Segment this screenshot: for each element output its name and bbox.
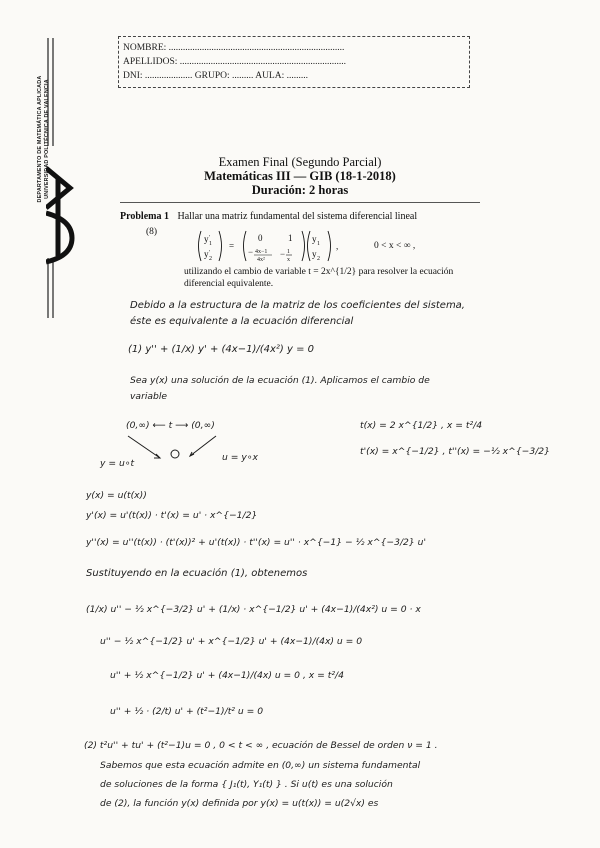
- svg-text:y: y: [204, 234, 209, 244]
- svg-text:0: 0: [258, 233, 263, 243]
- dni-grupo-aula-field: DNI: .................... GRUPO: ......... AULA: .........: [123, 71, 308, 81]
- hw-line: u'' − ½ x^{−1/2} u' + x^{−1/2} u' + (4x−1)/(4x) u = 0: [100, 636, 363, 647]
- svg-text:4x−1: 4x−1: [255, 249, 268, 255]
- hw-composition-y: y = u∘t: [100, 458, 135, 469]
- svg-text:y: y: [312, 249, 317, 259]
- apellidos-field: APELLIDOS: ......................................................................: [123, 57, 346, 67]
- hw-line: Sustituyendo en la ecuación (1), obtenemos: [86, 568, 308, 579]
- domain-condition: 0 < x < ∞ ,: [374, 241, 416, 251]
- svg-text:=: =: [229, 241, 235, 251]
- exam-title: Examen Final (Segundo Parcial): [218, 155, 382, 169]
- hw-t-definition: t(x) = 2 x^{1/2} , x = t²/4: [360, 420, 483, 431]
- hw-change-of-variable: (0,∞) ⟵ t ⟶ (0,∞): [126, 420, 215, 431]
- hw-line: Sea y(x) una solución de la ecuación (1). Aplicamos el cambio de: [130, 375, 430, 386]
- department-name: [37, 39, 51, 239]
- hw-line: Debido a la estructura de la matriz de los coeficientes del sistema,: [130, 300, 465, 311]
- nombre-field: NOMBRE: ..........................................................................: [123, 43, 345, 53]
- hw-line: Sabemos que esta ecuación admite en (0,∞) un sistema fundamental: [100, 760, 421, 771]
- department-line-1: DEPARTAMENTO DE MATEMÁTICA APLICADA: [37, 75, 43, 203]
- hw-line: y'(x) = u'(t(x)) · t'(x) = u' · x^{−1/2}: [86, 510, 258, 521]
- hw-t-derivatives: t'(x) = x^{−1/2} , t''(x) = −½ x^{−3/2}: [360, 446, 550, 457]
- exam-duration: Duración: 2 horas: [251, 183, 349, 197]
- svg-text:1: 1: [287, 249, 290, 255]
- svg-text:,: ,: [336, 241, 339, 251]
- svg-text:1: 1: [209, 241, 212, 247]
- department-logo-icon: [46, 38, 96, 318]
- svg-text:1: 1: [317, 241, 320, 247]
- hw-line: éste es equivalente a la ecuación diferencial: [130, 316, 354, 327]
- hw-composition-u: u = y∘x: [222, 452, 258, 463]
- problem-label: Problema 1: [120, 211, 169, 222]
- svg-text:x: x: [287, 257, 290, 263]
- svg-text:2: 2: [317, 256, 320, 262]
- hw-line: y''(x) = u''(t(x)) · (t'(x))² + u'(t(x)) · t''(x) = u'' · x^{−1} − ½ x^{−3/2} u': [86, 537, 427, 548]
- hw-line: y(x) = u(t(x)): [86, 490, 147, 501]
- svg-text:′: ′: [209, 235, 211, 241]
- hw-line: u'' + ½ x^{−1/2} u' + (4x−1)/(4x) u = 0 , x = t²/4: [110, 670, 344, 681]
- hw-line: (1/x) u'' − ½ x^{−3/2} u' + (1/x) · x^{−1/2} u' + (4x−1)/(4x²) u = 0 · x: [86, 604, 421, 615]
- differential-system-matrix: [196, 228, 364, 264]
- svg-text:−: −: [248, 247, 254, 257]
- hw-line: u'' + ½ · (2/t) u' + (t²−1)/t² u = 0: [110, 706, 264, 717]
- svg-text:−: −: [280, 249, 286, 259]
- svg-text:1: 1: [288, 233, 293, 243]
- problem-points: (8): [146, 227, 158, 237]
- hw-equation-1: (1) y'' + (1/x) y' + (4x−1)/(4x²) y = 0: [128, 344, 315, 355]
- hw-arrow-diagram: [120, 432, 240, 462]
- svg-text:y: y: [204, 249, 209, 259]
- problem-statement: Hallar una matriz fundamental del sistema diferencial lineal: [177, 211, 418, 222]
- svg-text:y: y: [312, 234, 317, 244]
- svg-text:2: 2: [209, 256, 212, 262]
- svg-text:4x²: 4x²: [257, 257, 265, 263]
- title-divider: [120, 202, 480, 203]
- svg-text:′: ′: [209, 250, 211, 256]
- hint-line-1: utilizando el cambio de variable t = 2x^{1/2} para resolver la ecuación: [184, 267, 454, 277]
- student-id-box: [118, 36, 470, 88]
- hw-line: de soluciones de la forma { J₁(t), Y₁(t) } . Si u(t) es una solución: [100, 779, 393, 790]
- exam-subtitle: Matemáticas III — GIB (18-1-2018): [204, 169, 396, 183]
- hw-line: variable: [130, 391, 168, 402]
- hint-line-2: diferencial equivalente.: [184, 279, 274, 289]
- department-line-2: UNIVERSIDAD POLITÉCNICA DE VALENCIA: [44, 79, 50, 199]
- hw-line: de (2), la función y(x) definida por y(x) = u(t(x)) = u(2√x) es: [100, 798, 379, 809]
- problem-heading: [120, 211, 417, 222]
- hw-bessel-equation: (2) t²u'' + tu' + (t²−1)u = 0 , 0 < t < ∞ , ecuación de Bessel de orden ν = 1 .: [84, 740, 438, 751]
